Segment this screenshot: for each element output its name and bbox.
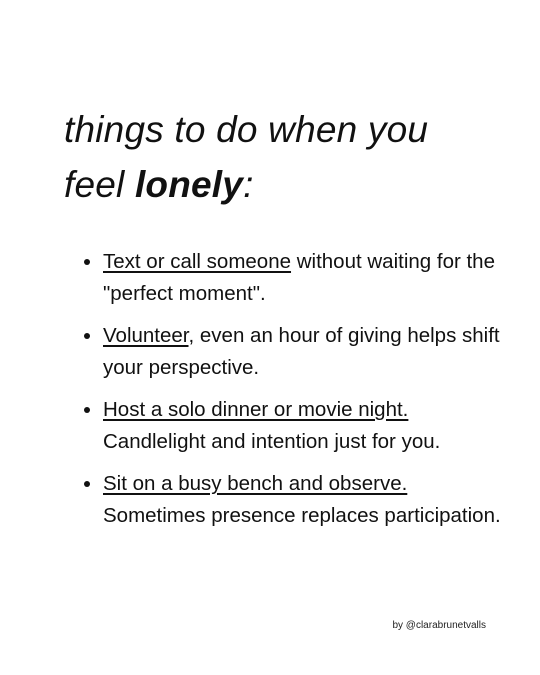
tip-link-busy-bench: Sit on a busy bench and observe.	[103, 472, 408, 495]
tip-link-solo-dinner: Host a solo dinner or movie night.	[103, 398, 409, 421]
list-item	[84, 246, 504, 309]
tip-text: Sometimes presence replaces participation.	[103, 503, 501, 527]
list-item	[84, 468, 504, 531]
author-credit: by @clarabrunetvalls	[392, 620, 486, 631]
title-emphasis: lonely	[134, 164, 244, 205]
page-title	[64, 102, 484, 212]
tip-text: without waiting for the "perfect moment".	[103, 250, 495, 305]
tip-link-text-or-call: Text or call someone	[103, 250, 292, 273]
list-item	[84, 394, 504, 457]
title-suffix: :	[243, 164, 254, 205]
tip-text: , even an hour of giving helps shift your perspective.	[103, 324, 500, 379]
tip-link-volunteer: Volunteer	[103, 324, 189, 347]
tips-list	[84, 246, 504, 542]
title-prefix: things to do when you feel	[64, 109, 429, 205]
tip-text: Candlelight and intention just for you.	[103, 429, 441, 453]
list-item	[84, 320, 504, 383]
